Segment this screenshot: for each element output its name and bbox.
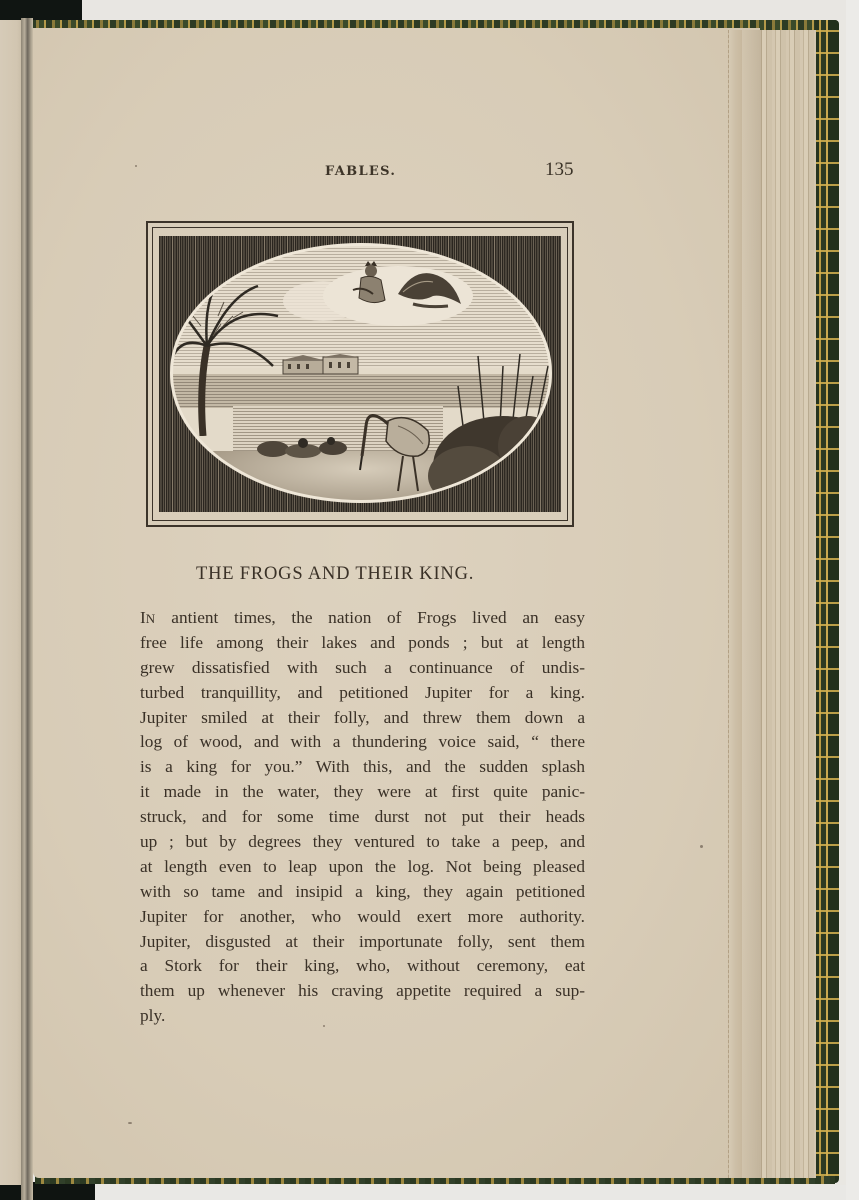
page-fore-edge (758, 30, 816, 1178)
paper-speck (135, 165, 137, 167)
distant-building-icon (273, 354, 383, 376)
text-line: ply. (140, 1006, 166, 1026)
frogs-on-lilypads-icon (253, 431, 353, 461)
running-head: FABLES. (325, 164, 397, 179)
page-edge-shadow (740, 30, 762, 1178)
book-cover-gilt-border (815, 20, 839, 1183)
text-line: log of wood, and with a thundering voice said, “ there (140, 732, 585, 752)
page-number: 135 (545, 159, 574, 180)
text-line: up ; but by degrees they ventured to take a peep, and (140, 832, 585, 852)
illustration-oval-vignette (170, 243, 552, 503)
text-line: IN antient times, the nation of Frogs lived an easy (140, 608, 585, 627)
story-body (140, 606, 585, 1029)
text-line: at length even to leap upon the log. Not being pleased (140, 856, 585, 876)
dropcap-initial: I (140, 608, 146, 627)
text-line: them up whenever his craving appetite required a sup- (140, 981, 585, 1001)
text-line: free life among their lakes and ponds ; but at length (140, 632, 585, 652)
paper-speck (323, 1025, 325, 1027)
book-gutter (21, 18, 33, 1200)
text-line: Jupiter, disgusted at their importunate folly, sent them (140, 931, 585, 951)
paper-speck (128, 1122, 132, 1124)
text-line: it made in the water, they were at first quite panic- (140, 782, 585, 802)
woodcut-illustration (146, 221, 574, 527)
scan-background-right (846, 0, 859, 1200)
text-line: turbed tranquillity, and petitioned Jupiter for a king. (140, 682, 585, 702)
story-title: THE FROGS AND THEIR KING. (196, 564, 475, 584)
text-line: Jupiter for another, who would exert more authority. (140, 906, 585, 926)
stork-icon (348, 386, 438, 496)
text-line: a Stork for their king, who, without ceremony, eat (140, 956, 585, 976)
text-line: struck, and for some time durst not put their heads (140, 807, 585, 827)
text-line: is a king for you.” With this, and the sudden splash (140, 757, 585, 777)
text-line: Jupiter smiled at their folly, and threw them down a (140, 707, 585, 727)
text-line: grew dissatisfied with such a continuance of undis- (140, 657, 585, 677)
text-line: with so tame and insipid a king, they again petitioned (140, 881, 585, 901)
palm-tree-icon (173, 276, 283, 436)
dropcap-smallcaps: N (145, 611, 156, 626)
paper-speck (700, 845, 703, 848)
scan-background-bottom (95, 1185, 846, 1200)
scan-background-top (82, 0, 846, 20)
eagle-icon (393, 264, 463, 314)
